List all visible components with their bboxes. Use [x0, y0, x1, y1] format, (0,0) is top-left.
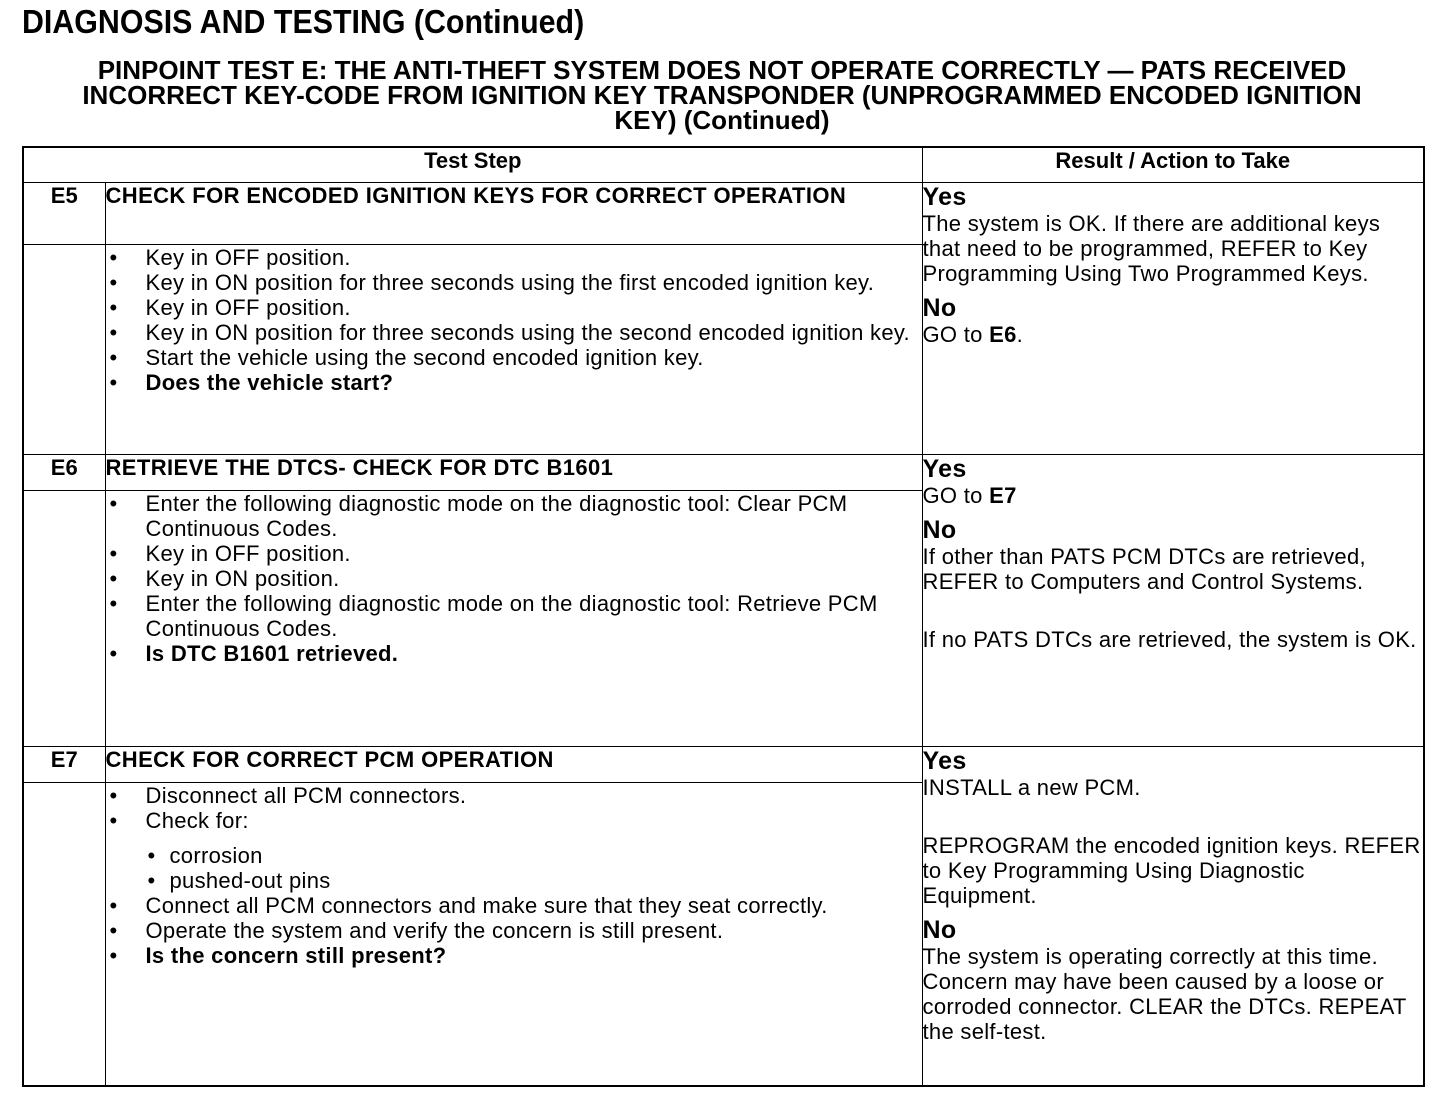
pinpoint-test-title	[20, 55, 1424, 135]
step-title-row	[23, 455, 1424, 491]
yes-text: REPROGRAM the encoded ignition keys. REFER to Key Programming Using Diagnostic Equipment.	[922, 833, 1421, 908]
list-item: • Key in OFF position.	[109, 541, 351, 566]
step-title-row	[23, 747, 1424, 783]
yes-text: The system is OK. If there are additional keys that need to be programmed, REFER to Key Programming Using Two Programmed Keys.	[922, 211, 1381, 286]
step-result	[922, 455, 1424, 747]
list-item: • Disconnect all PCM connectors.	[109, 783, 467, 808]
no-label: No	[922, 294, 957, 322]
step-reference: E6	[989, 322, 1017, 347]
sub-list-item: • corrosion	[147, 843, 263, 868]
list-item: • Key in ON position for three seconds using the first encoded ignition key.	[109, 270, 875, 295]
no-text: GO to E6.	[922, 322, 1024, 347]
list-item: • Key in OFF position.	[109, 245, 351, 270]
list-item: • Operate the system and verify the concern is still present.	[109, 918, 724, 943]
step-id: E5	[23, 183, 105, 245]
step-result	[922, 747, 1424, 1087]
no-text: If other than PATS PCM DTCs are retrieved, REFER to Computers and Control Systems.	[922, 544, 1366, 594]
no-label: No	[922, 516, 957, 544]
no-label: No	[922, 916, 957, 944]
step-reference: E7	[989, 483, 1017, 508]
step-id: E6	[23, 455, 105, 491]
step-bullets	[105, 783, 922, 1087]
step-id: E7	[23, 747, 105, 783]
yes-label: Yes	[922, 747, 967, 775]
step-title: CHECK FOR ENCODED IGNITION KEYS FOR CORRECT OPERATION	[105, 183, 922, 245]
list-item: • Enter the following diagnostic mode on the diagnostic tool: Retrieve PCM Continuous Codes.	[109, 591, 878, 641]
table-header-row	[23, 147, 1424, 183]
step-result	[922, 183, 1424, 455]
sub-list-item: • pushed-out pins	[147, 868, 331, 893]
step-title-row	[23, 183, 1424, 245]
no-text: If no PATS DTCs are retrieved, the system is OK.	[922, 627, 1417, 652]
list-item: • Connect all PCM connectors and make sure that they seat correctly.	[109, 893, 828, 918]
result-header: Result / Action to Take	[922, 147, 1424, 183]
step-bullets	[105, 491, 922, 747]
yes-text: GO to E7	[922, 483, 1017, 508]
step-title: RETRIEVE THE DTCS- CHECK FOR DTC B1601	[105, 455, 922, 491]
test-title-line: INCORRECT KEY-CODE FROM IGNITION KEY TRANSPONDER (UNPROGRAMMED ENCODED IGNITION	[82, 80, 1362, 110]
yes-label: Yes	[922, 455, 967, 483]
yes-label: Yes	[922, 183, 967, 211]
test-step-header: Test Step	[23, 147, 922, 183]
page-title: DIAGNOSIS AND TESTING (Continued)	[22, 3, 585, 40]
list-item: • Enter the following diagnostic mode on the diagnostic tool: Clear PCM Continuous Codes.	[109, 491, 848, 541]
list-item: • Key in OFF position.	[109, 295, 351, 320]
step-id-spacer	[23, 245, 105, 455]
yes-text: INSTALL a new PCM.	[922, 775, 1141, 800]
list-item-question: • Does the vehicle start?	[109, 370, 394, 395]
no-text: The system is operating correctly at this time. Concern may have been caused by a loose or corroded connector. CLEAR the DTCs. REPEAT the self-test.	[922, 944, 1407, 1044]
list-item: • Check for:	[109, 808, 249, 833]
list-item: • Key in ON position.	[109, 566, 340, 591]
test-title-line: PINPOINT TEST E: THE ANTI-THEFT SYSTEM DOES NOT OPERATE CORRECTLY — PATS RECEIVED	[97, 55, 1347, 85]
list-item: • Key in ON position for three seconds using the second encoded ignition key.	[109, 320, 910, 345]
step-title: CHECK FOR CORRECT PCM OPERATION	[105, 747, 922, 783]
step-id-spacer	[23, 491, 105, 747]
test-title-line: KEY) (Continued)	[614, 105, 830, 135]
list-item: • Start the vehicle using the second encoded ignition key.	[109, 345, 704, 370]
step-bullets	[105, 245, 922, 455]
step-id-spacer	[23, 783, 105, 1087]
pinpoint-test-table	[22, 146, 1425, 1087]
list-item-question: • Is DTC B1601 retrieved.	[109, 641, 399, 666]
list-item-question: • Is the concern still present?	[109, 943, 447, 968]
